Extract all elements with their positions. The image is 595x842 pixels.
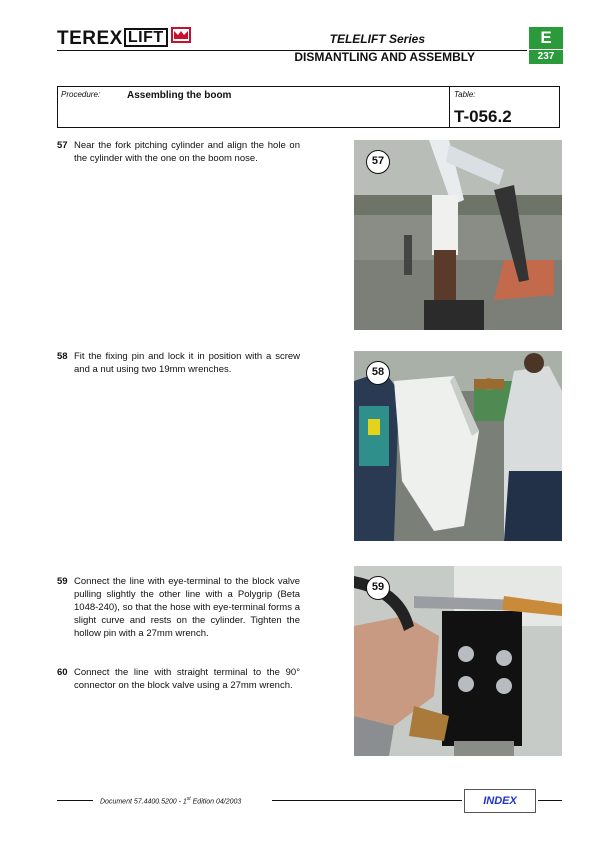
- language-badge: E: [529, 27, 563, 49]
- step-item: [57, 139, 300, 165]
- logo-brand: TEREX: [57, 28, 123, 49]
- step-text: Connect the line with straight terminal to the 90° connector on the block valve using a 27mm wrench.: [74, 667, 300, 691]
- footer-rule-middle: [272, 800, 462, 801]
- terex-mark-icon: [171, 27, 191, 43]
- step-item: [57, 575, 300, 640]
- page-number-badge: 237: [529, 50, 563, 64]
- document-prefix: Document 57.4400.5200 - 1: [100, 798, 187, 806]
- step-item: [57, 350, 300, 376]
- photo-step-badge: 58: [366, 361, 390, 385]
- footer-rule-left: [57, 800, 93, 801]
- step-text: Connect the line with eye-terminal to the block valve pulling slightly the other line with a Polygrip (Beta 1048-240), so that the hose with eye-terminal forms a slight curve and rests on the cylinder. Tighten the hollow pin with a 27mm wrench.: [74, 576, 300, 639]
- series-title: TELELIFT Series: [329, 32, 425, 46]
- terexlift-logo: [57, 27, 197, 49]
- procedure-label: Procedure:: [61, 90, 101, 99]
- step-number: 58: [57, 351, 68, 362]
- index-button[interactable]: INDEX: [464, 789, 536, 813]
- logo-product: LIFT: [124, 28, 168, 47]
- document-reference: [100, 796, 241, 805]
- step-number: 59: [57, 576, 68, 587]
- step-text: Near the fork pitching cylinder and align the hole on the cylinder with the one on the boom nose.: [74, 140, 300, 164]
- table-value: T-056.2: [454, 107, 512, 126]
- step-text: Fit the fixing pin and lock it in position with a screw and a nut using two 19mm wrenches.: [74, 351, 300, 375]
- step-number: 60: [57, 667, 68, 678]
- photo-step-badge: 57: [366, 150, 390, 174]
- step-59-photo: [354, 566, 562, 756]
- document-suffix: Edition 04/2003: [190, 798, 242, 806]
- document-sup: st: [186, 796, 191, 802]
- step-57-photo: [354, 140, 562, 330]
- footer-rule-right: [538, 800, 562, 801]
- step-item: [57, 666, 300, 692]
- table-label: Table:: [454, 90, 476, 99]
- section-title: DISMANTLING AND ASSEMBLY: [294, 50, 475, 64]
- step-58-photo: [354, 351, 562, 541]
- photo-step-badge: 59: [366, 576, 390, 600]
- procedure-divider: [449, 86, 450, 128]
- procedure-title: Assembling the boom: [127, 90, 232, 101]
- step-number: 57: [57, 140, 68, 151]
